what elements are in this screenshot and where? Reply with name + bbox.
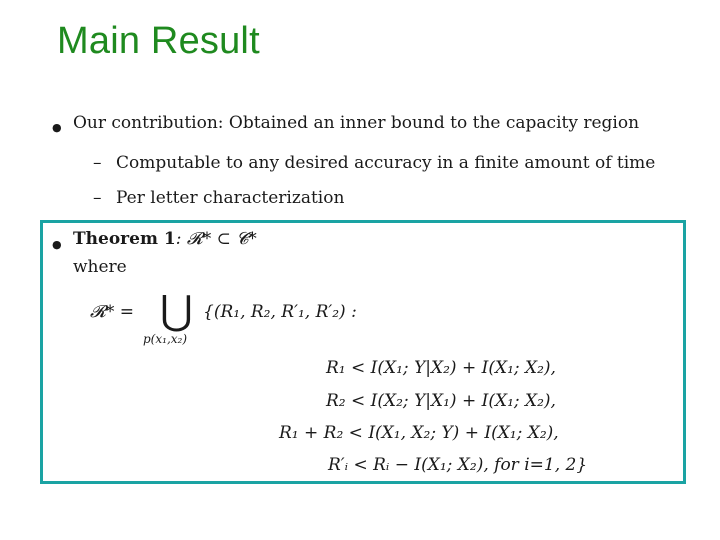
condition-sum: R₁ + R₂ < I(X₁, X₂; Y) + I(X₁; X₂), — [279, 423, 559, 443]
bullet-dot-icon: ● — [52, 121, 62, 134]
condition-rprime: R′ᵢ < Rᵢ − I(X₁; X₂), for i=1, 2} — [328, 455, 588, 475]
bullet-contribution: Our contribution: Obtained an inner bound to the capacity region — [73, 113, 640, 133]
theorem-where: where — [73, 257, 127, 277]
theorem-frame — [40, 220, 686, 484]
theorem-label: Theorem 1 — [73, 229, 176, 249]
condition-r2: R₂ < I(X₂; Y|X₁) + I(X₁; X₂), — [326, 391, 556, 411]
set-open: {(R₁, R₂, R′₁, R′₂) : — [203, 302, 357, 322]
dash-icon: – — [93, 153, 102, 173]
slide-title: Main Result — [57, 20, 260, 62]
condition-r1: R₁ < I(X₁; Y|X₂) + I(X₁; X₂), — [326, 358, 556, 378]
dash-icon: – — [93, 188, 102, 208]
sub-bullet-computable: Computable to any desired accuracy in a finite amount of time — [116, 153, 656, 173]
theorem-statement: : 𝓡* ⊂ 𝓒* — [175, 229, 257, 249]
theorem-heading — [73, 229, 257, 249]
region-lhs: 𝓡* = — [90, 302, 135, 322]
union-subscript: p(x₁,x₂) — [143, 332, 188, 346]
bullet-dot-icon: ● — [52, 238, 62, 251]
sub-bullet-per-letter: Per letter characterization — [116, 188, 345, 208]
union-symbol: ⋃ — [160, 288, 193, 334]
